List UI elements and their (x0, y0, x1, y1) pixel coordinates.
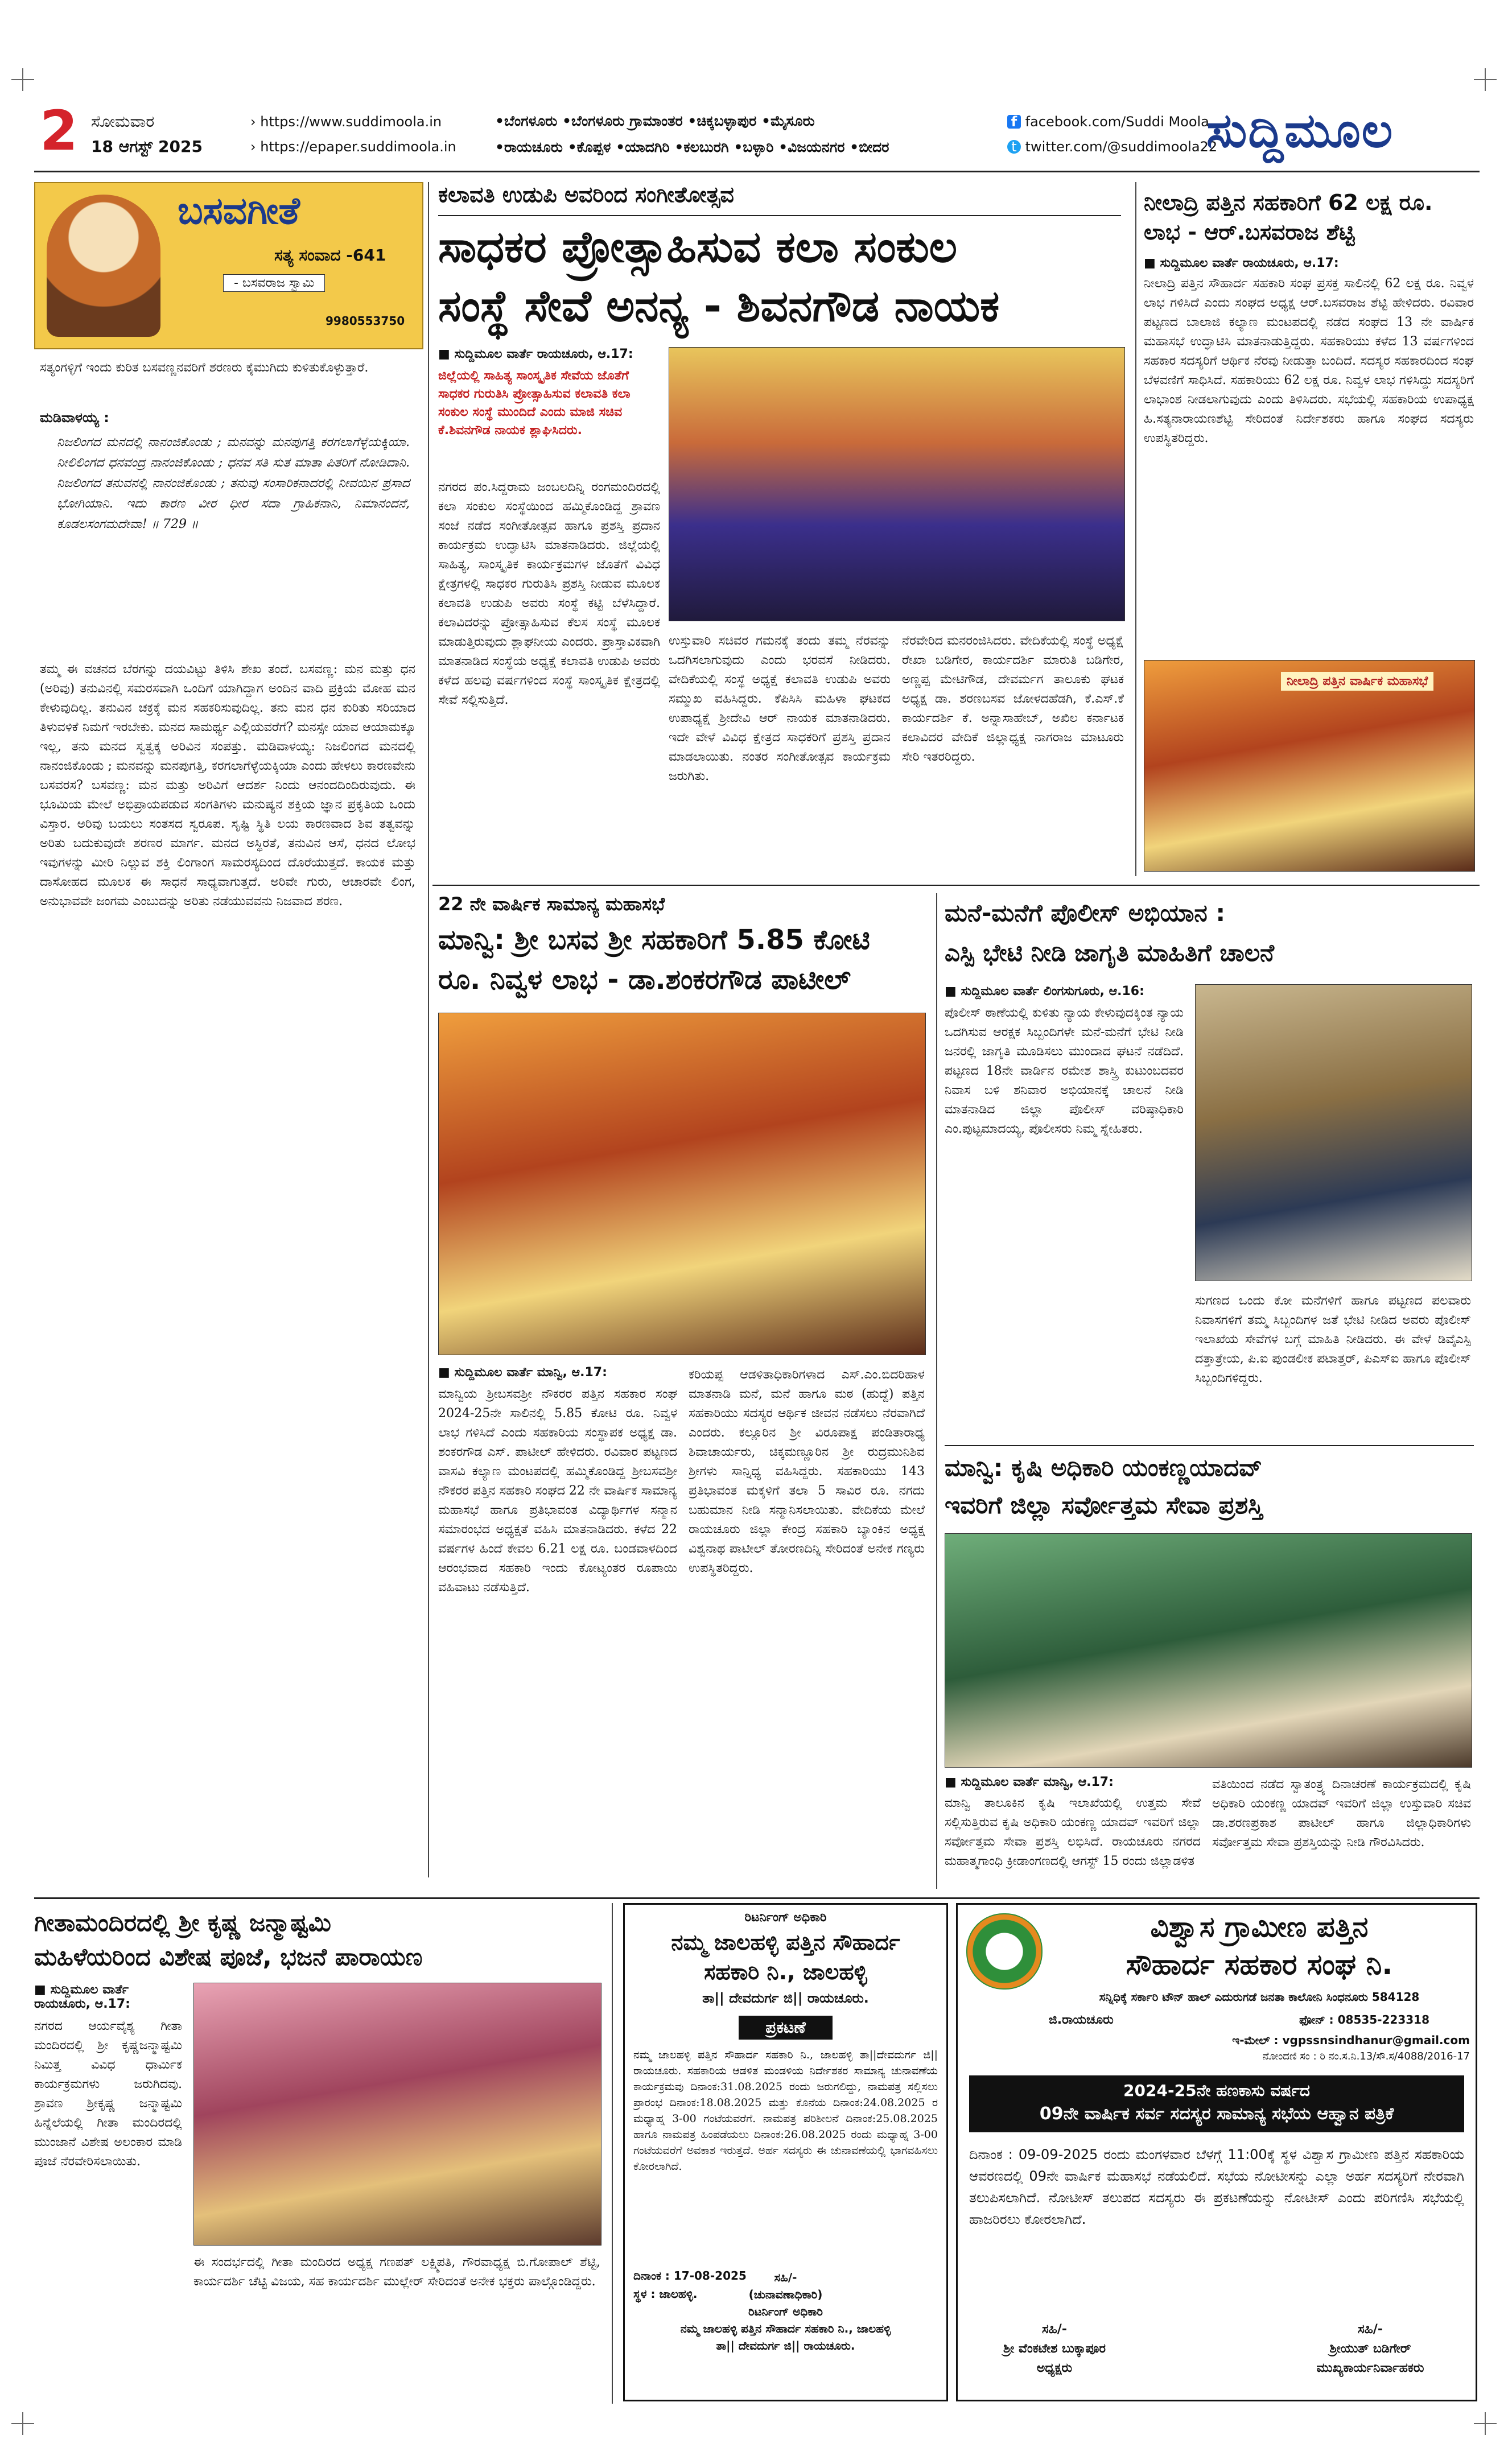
vachana-verse: ನಿಜಲಿಂಗದ ಮನದಲ್ಲಿ ನಾನಂಜಿಕೊಂಡು ; ಮನವನ್ನು ಮನಪುಗತ್ತಿ ಕರಗಲಾಗೆಳ್ಳೆಯಕ್ಕಿಯಾ. ನೀಲಿಲಿಂಗದ ಧನವಂದ್ರ ನಾನಂಜಿಕೊಂಡು ; ಧನವ ಸತಿ ಸುತ ಮಾತಾ ಪಿತರಿಗೆ ನೋಡಿದಾನಿ. ನಿಜಲಿಂಗದ ತನುವನಲ್ಲಿ ನಾನಂಜಿಕೊಂಡು ; ತನುವು ಸಂಸಾರಿಕನಾದರಲ್ಲಿ ನೀವಯಿನ ಪ್ರಸಾದ ಭೋಗಿಯಾನಿ. ಇದು ಕಾರಣ ವೀರ ಧೀರ ಸದಾ ಗ್ರಾಹಿಕನಾನಿ, ನಿಮಾನಂದನೆ, ಕೂಡಲಸಂಗಮದೇವಾ! ॥ 729 ॥ (57, 435, 410, 531)
lead-headline-2: ಸಂಸ್ಥೆ ಸೇವೆ ಅನನ್ಯ - ಶಿವನಗೌಡ ನಾಯಕ (438, 280, 1000, 331)
column-divider (1135, 182, 1136, 876)
page-number: 2 (40, 99, 78, 163)
notice-title-1: ನಮ್ಮ ಜಾಲಹಳ್ಳಿ ಪತ್ತಿನ ಸೌಹಾರ್ದ (671, 1930, 900, 1955)
banner-line-1: 2024-25ನೇ ಹಣಕಾಸು ವರ್ಷದ (1123, 2081, 1310, 2100)
column-divider (428, 182, 429, 1877)
facebook-icon: f (1007, 115, 1021, 129)
society-logo (966, 1913, 1043, 1990)
geeta-headline-1: ಗೀತಾಮಂದಿರದಲ್ಲಿ ಶ್ರೀ ಕೃಷ್ಣ ಜನ್ಮಾಷ್ಟಮಿ (34, 1909, 331, 1937)
notice-place: ತಾ|| ದೇವದುರ್ಗ ಜಿ|| ರಾಯಚೂರು. (702, 1990, 869, 2006)
sign-line: ಶ್ರೀಯುತ್ ಬಡಿಗೇರ್ (1329, 2342, 1411, 2356)
police-body-a: ಪೊಲೀಸ್ ಠಾಣೆಯಲ್ಲಿ ಕುಳಿತು ನ್ಯಾಯ ಕೇಳುವುದಕ್ಕಿಂತ ನ್ಯಾಯ ಒದಗಿಸುವ ಆರಕ್ಷಕ ಸಿಬ್ಬಂದಿಗಳೇ ಮನೆ-ಮನೆಗೆ ಭೇಟಿ ನೀಡಿ ಜನರಲ್ಲಿ ಜಾಗೃತಿ ಮೂಡಿಸಲು ಮುಂದಾದ ಘಟನೆ ನಡೆದಿದೆ. ಪಟ್ಟಣದ 18ನೇ ವಾರ್ಡಿನ ರಮೇಶ ಶಾಸ್ತ್ರಿ ಕುಟುಂಬದವರ ನಿವಾಸ ಬಳಿ ಶನಿವಾರ ಅಭಿಯಾನಕ್ಕೆ ಚಾಲನೆ ನೀಡಿ ಮಾತನಾಡಿದ ಜಿಲ್ಲಾ ಪೊಲೀಸ್ ವರಿಷ್ಠಾಧಿಕಾರಿ ಎಂ.ಪುಟ್ಟಮಾದಯ್ಯ, ಪೊಲೀಸರು ನಿಮ್ಮ ಸ್ನೇಹಿತರು. (945, 1006, 1184, 1136)
sign-line: ಮುಖ್ಯಕಾರ್ಯನಿರ್ವಾಹಕರು (1316, 2361, 1424, 2375)
masthead-divider (34, 171, 1480, 172)
notice-date: ದಿನಾಂಕ : 17-08-2025 (633, 2269, 747, 2283)
notice-top-label: ರಿಟರ್ನಿಂಗ್ ಅಧಿಕಾರಿ (744, 1910, 827, 1925)
lead-byline: ■ ಸುದ್ದಿಮೂಲ ವಾರ್ತೆ ರಾಯಚೂರು, ಆ.17: (438, 347, 633, 361)
sign-line: ರಿಟರ್ನಿಂಗ್ ಅಧಿಕಾರಿ (748, 2305, 823, 2318)
society-district: ಜಿ.ರಾಯಚೂರು (1049, 2013, 1114, 2027)
police-headline-2: ಎಸ್ಪಿ ಭೇಟಿ ನೀಡಿ ಜಾಗೃತಿ ಮಾಹಿತಿಗೆ ಚಾಲನೆ (945, 939, 1275, 967)
meeting-body: ದಿನಾಂಕ : 09-09-2025 ರಂದು ಮಂಗಳವಾರ ಬೆಳಗ್ಗೆ 11:00ಕ್ಕೆ ಸ್ಥಳ ವಿಶ್ವಾಸ ಗ್ರಾಮೀಣ ಪತ್ತಿನ ಸಹಕಾರಿಯ ಆವರಣದಲ್ಲಿ 09ನೇ ವಾರ್ಷಿಕ ಮಹಾಸಭೆ ನಡೆಯಲಿದೆ. ಸಭೆಯ ನೋಟೀಸನ್ನು ಎಲ್ಲಾ ಅರ್ಹ ಸದಸ್ಯರಿಗೆ ನೇರವಾಗಿ ತಲುಪಿಸಲಾಗಿದೆ. ನೋಟೀಸ್ ತಲುಪದ ಸದಸ್ಯರು ಈ ಪ್ರಕಟಣೆಯನ್ನು ನೋಟೀಸ್ ಎಂದು ಪರಿಗಣಿಸಿ ಸಭೆಯಲ್ಲಿ ಹಾಜರಿರಲು ಕೋರಲಾಗಿದೆ. (969, 2147, 1464, 2227)
police-byline: ■ ಸುದ್ದಿಮೂಲ ವಾರ್ತೆ ಲಿಂಗಸುಗೂರು, ಆ.16: (945, 984, 1144, 998)
kicker-rule (438, 215, 1121, 216)
sign-line: ಶ್ರೀ ವೆಂಕಟೇಶ ಬುಕ್ಕಾಪೂರ (1003, 2342, 1106, 2356)
notice-label: ಪ್ರಕಟಣೆ (739, 2016, 833, 2040)
facebook-link[interactable]: facebook.com/Suddi Moola (1025, 114, 1209, 130)
lead-headline-1: ಸಾಧಕರ ಪ್ರೋತ್ಸಾಹಿಸುವ ಕಲಾ ಸಂಕುಲ (438, 221, 958, 272)
shree-kicker: 22 ನೇ ವಾರ್ಷಿಕ ಸಾಮಾನ್ಯ ಮಹಾಸಭೆ (438, 893, 665, 915)
nilandri-story (1144, 182, 1474, 876)
police-body-b: ಸುಗಣದ ಒಂದು ಕೋ ಮನೆಗಳಿಗೆ ಹಾಗೂ ಪಟ್ಟಣದ ಪಲವಾರು ನಿವಾಸಗಳಿಗೆ ತಮ್ಮ ಸಿಬ್ಬಂದಿಗಳ ಜತೆ ಭೇಟಿ ನೀಡಿದ ಅವರು ಪೊಲೀಸ್ ಇಲಾಖೆಯ ಸೇವೆಗಳ ಬಗ್ಗೆ ಮಾಹಿತಿ ನೀಡಿದರು. ಈ ವೇಳೆ ಡಿವೈಎಸ್ಪಿ ದತ್ತಾತ್ರೇಯ, ಪಿ.ಐ ಪುಂಡಲೀಕ ಪಟಾತ್ತರ್, ಪಿಎಸ್‌ಐ ಹಾಗೂ ಪೊಲೀಸ್ ಸಿಬ್ಬಂದಿಗಳಿದ್ದರು. (1195, 1294, 1471, 1385)
website-link[interactable]: https://www.suddimoola.in (260, 114, 442, 130)
president-signature (969, 2320, 1140, 2378)
police-headline-1: ಮನೆ-ಮನೆಗೆ ಪೊಲೀಸ್ ಅಭಿಯಾನ : (945, 899, 1226, 927)
day-label: ಸೋಮವಾರ (91, 112, 155, 131)
twitter-link[interactable]: twitter.com/@suddimoola22 (1025, 139, 1218, 155)
vishwas-society-ad (956, 1903, 1477, 2401)
section-divider (34, 1897, 1480, 1899)
sign-line: (ಚುನಾವಣಾಧಿಕಾರಿ) (748, 2288, 823, 2301)
edition-cities (495, 108, 889, 160)
sign-line: ಸಹಿ/- (1042, 2322, 1067, 2337)
meeting-banner (969, 2075, 1464, 2132)
krishi-headline-1: ಮಾನ್ವಿ: ಕೃಷಿ ಅಧಿಕಾರಿ ಯಂಕಣ್ಣಯಾದವ್ (945, 1454, 1262, 1481)
krishi-body-b: ವತಿಯಿಂದ ನಡೆದ ಸ್ವಾತಂತ್ರ್ಯ ದಿನಾಚರಣೆ ಕಾರ್ಯಕ್ರಮದಲ್ಲಿ ಕೃಷಿ ಅಧಿಕಾರಿ ಯಂಕಣ್ಣ ಯಾದವ್ ಇವರಿಗೆ ಜಿಲ್ಲಾ ಉಸ್ತುವಾರಿ ಸಚಿವ ಡಾ.ಶರಣಪ್ರಕಾಶ ಪಾಟೀಲ್ ಹಾಗೂ ಜಿಲ್ಲಾಧಿಕಾರಿಗಳು ಸರ್ವೋತ್ತಮ ಸೇವಾ ಪ್ರಶಸ್ತಿಯನ್ನು ನೀಡಿ ಗೌರವಿಸಿದರು. (1212, 1777, 1471, 1850)
nilandri-byline: ■ ಸುದ್ದಿಮೂಲ ವಾರ್ತೆ ರಾಯಚೂರು, ಆ.17: (1144, 256, 1339, 270)
society-reg: ನೋಂದಣಿ ಸಂ : ರಿ ನಂ.ಸ.ನಿ.13/ಸೌ.ಸ/4088/2016-17 (1262, 2050, 1470, 2062)
shree-photo (438, 1013, 926, 1355)
geeta-headline-2: ಮಹಿಳೆಯರಿಂದ ವಿಶೇಷ ಪೂಜೆ, ಭಜನೆ ಪಾರಾಯಣ (34, 1943, 423, 1971)
nilandri-photo (1144, 660, 1475, 872)
chevron-right-icon: › (250, 114, 256, 130)
notice-body: ನಮ್ಮ ಜಾಲಹಳ್ಳಿ ಪತ್ತಿನ ಸೌಹಾರ್ದ ಸಹಕಾರಿ ನಿ., ಜಾಲಹಳ್ಳಿ ತಾ||ದೇವದುರ್ಗ ಜಿ||ರಾಯಚೂರು. ಸಹಕಾರಿಯ ಆಡಳಿತ ಮಂಡಳಿಯ ನಿರ್ದೇಶಕರ ಸಾಮಾನ್ಯ ಚುನಾವಣೆಯ ಕಾರ್ಯಕ್ರಮವು ದಿನಾಂಕ:31.08.2025 ರಂದು ಜರುಗಲಿದ್ದು, ನಾಮಪತ್ರ ಸಲ್ಲಿಸಲು ಪ್ರಾರಂಭ ದಿನಾಂಕ:18.08.2025 ಮತ್ತು ಕೊನೆಯ ದಿನಾಂಕ:24.08.2025 ರ ಮಧ್ಯಾಹ್ನ 3-00 ಗಂಟೆಯವರೆಗೆ. ನಾಮಪತ್ರ ಪರಿಶೀಲನೆ ದಿನಾಂಕ:25.08.2025 ಹಾಗೂ ನಾಮಪತ್ರ ಹಿಂಪಡೆಯಲು ದಿನಾಂಕ:26.08.2025 ರಂದು ಮಧ್ಯಾಹ್ನ 3-00 ಗಂಟೆಯವರೆಗೆ ಅವಕಾಶ ಇರುತ್ತದೆ. ಅರ್ಹ ಸದಸ್ಯರು ಈ ಚುನಾವಣೆಯಲ್ಲಿ ಭಾಗವಹಿಸಲು ಕೋರಲಾಗಿದೆ. (633, 2049, 938, 2173)
twitter-icon: t (1007, 140, 1021, 154)
chevron-right-icon: › (250, 139, 256, 155)
photo-banner-text: ನೀಲಾದ್ರಿ ಪತ್ತಿನ ವಾರ್ಷಿಕ ಮಹಾಸಭೆ (1281, 672, 1433, 691)
website-links (250, 109, 456, 159)
epaper-link[interactable]: https://epaper.suddimoola.in (260, 139, 456, 155)
shree-body-a: ಮಾನ್ವಿಯ ಶ್ರೀಬಸವಶ್ರೀ ನೌಕರರ ಪತ್ತಿನ ಸಹಕಾರ ಸಂಘ 2024-25ನೇ ಸಾಲಿನಲ್ಲಿ 5.85 ಕೋಟಿ ರೂ. ನಿವ್ವಳ ಲಾಭ ಗಳಿಸಿದೆ ಎಂದು ಸಹಕಾರಿಯ ಸಂಸ್ಥಾಪಕ ಅಧ್ಯಕ್ಷ ಡಾ. ಶಂಕರಗೌಡ ಎಸ್. ಪಾಟೀಲ್ ಹೇಳಿದರು. ರವಿವಾರ ಪಟ್ಟಣದ ವಾಸವಿ ಕಲ್ಯಾಣ ಮಂಟಪದಲ್ಲಿ ಹಮ್ಮಿಕೊಂಡಿದ್ದ ಶ್ರೀಬಸವಶ್ರೀ ನೌಕರರ ಪತ್ತಿನ ಸಹಕಾರಿ ಸಂಘದ 22 ನೇ ವಾರ್ಷಿಕ ಸಾಮಾನ್ಯ ಮಹಾಸಭೆ ಹಾಗೂ ಪ್ರತಿಭಾವಂತ ವಿದ್ಯಾರ್ಥಿಗಳ ಸನ್ಮಾನ ಸಮಾರಂಭದ ಅಧ್ಯಕ್ಷತೆ ವಹಿಸಿ ಮಾತನಾಡಿದರು. ಕಳೆದ 22 ವರ್ಷಗಳ ಹಿಂದೆ ಕೇವಲ 6.21 ಲಕ್ಷ ರೂ. ಬಂಡವಾಳದಿಂದ ಆರಂಭವಾದ ಸಹಕಾರಿ ಇಂದು ಕೋಟ್ಯಂತರ ರೂಪಾಯಿ ವಹಿವಾಟು ನಡೆಸುತ್ತಿದೆ. (438, 1387, 677, 1595)
lead-body-b: ಉಸ್ತುವಾರಿ ಸಚಿವರ ಗಮನಕ್ಕೆ ತಂದು ತಮ್ಮ ನೆರವನ್ನು ಒದಗಿಸಲಾಗುವುದು ಎಂದು ಭರವಸೆ ನೀಡಿದರು. ವೇದಿಕೆಯಲ್ಲಿ ಸಂಸ್ಥೆ ಅಧ್ಯಕ್ಷೆ ಕಲಾವತಿ ಉಡುಪಿ ಅವರು ಸಮ್ಮುಖ ವಹಿಸಿದ್ದರು. ಕೆಪಿಸಿಸಿ ಮಹಿಳಾ ಘಟಕದ ಉಪಾಧ್ಯಕ್ಷೆ ಶ್ರೀದೇವಿ ಆರ್ ನಾಯಕ ಮಾತನಾಡಿದರು. ಇದೇ ವೇಳೆ ವಿವಿಧ ಕ್ಷೇತ್ರದ ಸಾಧಕರಿಗೆ ಪ್ರಶಸ್ತಿ ಪ್ರದಾನ ಮಾಡಲಾಯಿತು. ನಂತರ ಸಂಗೀತೋತ್ಸವ ಕಾರ್ಯಕ್ರಮ ಜರುಗಿತು. (669, 634, 891, 783)
geeta-body-b: ಈ ಸಂದರ್ಭದಲ್ಲಿ ಗೀತಾ ಮಂದಿರದ ಅಧ್ಯಕ್ಷ ಗಣಪತ್ ಲಕ್ಷ್ಮಿಪತಿ, ಗೌರವಾಧ್ಯಕ್ಷ ಬಿ.ಗೋಪಾಲ್ ಶೆಟ್ಟಿ, ಕಾರ್ಯದರ್ಶಿ ಚೆಟ್ಟಿ ವಿಜಯ, ಸಹ ಕಾರ್ಯದರ್ಶಿ ಮುಲ್ಲೇರ್ ಸೇರಿದಂತೆ ಅನೇಕ ಭಕ್ತರು ಪಾಲ್ಗೊಂಡಿದ್ದರು. (193, 2255, 600, 2289)
social-links (1007, 109, 1217, 159)
shree-headline-2: ರೂ. ನಿವ್ವಳ ಲಾಭ - ಡಾ.ಶಂಕರಗೌಡ ಪಾಟೀಲ್ (438, 964, 851, 996)
section-divider (432, 885, 1480, 886)
registration-mark (1474, 2412, 1497, 2435)
cities-row-2: •ರಾಯಚೂರು •ಕೊಪ್ಪಳ •ಯಾದಗಿರಿ •ಕಲಬುರಗಿ •ಬಳ್ಳಾರಿ •ವಿಜಯನಗರ •ಬೀದರ (495, 139, 889, 155)
krishi-body-a: ಮಾನ್ವಿ ತಾಲೂಕಿನ ಕೃಷಿ ಇಲಾಖೆಯಲ್ಲಿ ಉತ್ತಮ ಸೇವೆ ಸಲ್ಲಿಸುತ್ತಿರುವ ಕೃಷಿ ಅಧಿಕಾರಿ ಯಂಕಣ್ಣ ಯಾದವ್ ಇವರಿಗೆ ಜಿಲ್ಲಾ ಸರ್ವೋತ್ತಮ ಸೇವಾ ಪ್ರಶಸ್ತಿ ಲಭಿಸಿದೆ. ರಾಯಚೂರು ನಗರದ ಮಹಾತ್ಮಗಾಂಧಿ ಕ್ರೀಡಾಂಗಣದಲ್ಲಿ ಆಗಸ್ಟ್ 15 ರಂದು ಜಿಲ್ಲಾಡಳಿತ (945, 1796, 1201, 1868)
lead-body-a: ನಗರದ ಪಂ.ಸಿದ್ದರಾಮ ಜಂಬಲದಿನ್ನಿ ರಂಗಮಂದಿರದಲ್ಲಿ ಕಲಾ ಸಂಕುಲ ಸಂಸ್ಥೆಯಿಂದ ಹಮ್ಮಿಕೊಂಡಿದ್ದ ಶ್ರಾವಣ ಸಂಜೆ ನಡೆದ ಸಂಗೀತೋತ್ಸವ ಹಾಗೂ ಪ್ರಶಸ್ತಿ ಪ್ರದಾನ ಕಾರ್ಯಕ್ರಮ ಉದ್ಘಾಟಿಸಿ ಮಾತನಾಡಿದರು. ಜಿಲ್ಲೆಯಲ್ಲಿ ಸಾಹಿತ್ಯ, ಸಾಂಸ್ಕೃತಿಕ ಕಾರ್ಯಕ್ರಮಗಳ ಜೊತೆಗೆ ವಿವಿಧ ಕ್ಷೇತ್ರಗಳಲ್ಲಿ ಸಾಧಕರ ಗುರುತಿಸಿ ಪ್ರಶಸ್ತಿ ನೀಡುವ ಮೂಲಕ ಕಲಾವತಿ ಉಡುಪಿ ಅವರು ಸಂಸ್ಥೆ ಕಟ್ಟಿ ಬೆಳೆಸಿದ್ದಾರೆ. ಕಲಾವಿದರನ್ನು ಪ್ರೋತ್ಸಾಹಿಸುವ ಕೆಲಸ ಸಂಸ್ಥೆ ಮೂಲಕ ಮಾಡುತ್ತಿರುವುದು ಶ್ಲಾಘನೀಯ ಎಂದರು. ಪ್ರಾಸ್ತಾವಿಕವಾಗಿ ಮಾತನಾಡಿದ ಸಂಸ್ಥೆಯ ಅಧ್ಯಕ್ಷೆ ಕಲಾವತಿ ಉಡುಪಿ ಅವರು ಕಳೆದ ಹಲವು ವರ್ಷಗಳಿಂದ ಸಂಸ್ಥೆ ಸಾಂಸ್ಕೃತಿಕ ಕ್ಷೇತ್ರದಲ್ಲಿ ಸೇವೆ ಸಲ್ಲಿಸುತ್ತಿದೆ. (438, 480, 660, 707)
krishi-photo (945, 1533, 1472, 1768)
section-divider (945, 1445, 1474, 1446)
cities-row-1: •ಬೆಂಗಳೂರು •ಬೆಂಗಳೂರು ಗ್ರಾಮಾಂತರ •ಚಿಕ್ಕಬಳ್ಳಾಪುರ •ಮೈಸೂರು (495, 113, 815, 129)
lead-summary: ಜಿಲ್ಲೆಯಲ್ಲಿ ಸಾಹಿತ್ಯ ಸಾಂಸ್ಕೃತಿಕ ಸೇವೆಯ ಜೊತೆಗೆ ಸಾಧಕರ ಗುರುತಿಸಿ ಪ್ರೋತ್ಸಾಹಿಸುವ ಕಲಾವತಿ ಕಲಾ ಸಂಕುಲ ಸಂಸ್ಥೆ ಮುಂದಿದೆ ಎಂದು ಮಾಜಿ ಸಚಿವ ಕೆ.ಶಿವನಗೌಡ ನಾಯಕ ಶ್ಲಾಘಿಸಿದರು. (438, 369, 631, 438)
krishi-story (945, 1454, 1474, 1892)
column-divider (612, 1903, 613, 2404)
masthead (40, 99, 1480, 171)
krishi-headline-2: ಇವರಿಗೆ ಜಿಲ್ಲಾ ಸರ್ವೋತ್ತಮ ಸೇವಾ ಪ್ರಶಸ್ತಿ (945, 1491, 1263, 1519)
column-subtitle: ಸತ್ಯ ಸಂವಾದ -641 (274, 246, 386, 265)
society-email: ಇ-ಮೇಲ್ : vgpssnsindhanur@gmail.com (1232, 2033, 1470, 2047)
newspaper-logo: ಸುದ್ದಿಮೂಲ (1206, 102, 1394, 158)
shree-basava-story (438, 893, 928, 1889)
police-photo (1195, 984, 1472, 1281)
nilandri-body: ನೀಲಾದ್ರಿ ಪತ್ತಿನ ಸೌಹಾರ್ದ ಸಹಕಾರಿ ಸಂಘ ಪ್ರಸಕ್ತ ಸಾಲಿನಲ್ಲಿ 62 ಲಕ್ಷ ರೂ. ನಿವ್ವಳ ಲಾಭ ಗಳಿಸಿದೆ ಎಂದು ಸಂಘದ ಅಧ್ಯಕ್ಷ ಆರ್.ಬಸವರಾಜ ಶೆಟ್ಟಿ ಹೇಳಿದರು. ರವಿವಾರ ಪಟ್ಟಣದ ಬಾಲಾಜಿ ಕಲ್ಯಾಣ ಮಂಟಪದಲ್ಲಿ ನಡೆದ ಸಂಘದ 13 ನೇ ವಾರ್ಷಿಕ ಮಹಾಸಭೆ ಉದ್ಘಾಟಿಸಿ ಮಾತನಾಡುತ್ತಿದ್ದರು. ಸಹಕಾರಿಯು ಕಳೆದ 13 ವರ್ಷಗಳಿಂದ ಸಹಕಾರ ಸದಸ್ಯರಿಗೆ ಆರ್ಥಿಕ ನೆರವು ನೀಡುತ್ತಾ ಬಂದಿದೆ. ಸದಸ್ಯರ ಸಹಕಾರದಿಂದ ಸಂಘ ಬೆಳವಣಿಗೆ ಸಾಧಿಸಿದೆ. ಸಹಕಾರಿಯು 62 ಲಕ್ಷ ರೂ. ನಿವ್ವಳ ಲಾಭ ಗಳಿಸಿದ್ದು ಸದಸ್ಯರಿಗೆ ಲಾಭಾಂಶ ನೀಡಲಾಗುವುದು ಎಂದು ತಿಳಿಸಿದರು. ಸಭೆಯಲ್ಲಿ ಸಹಕಾರಿಯ ಉಪಾಧ್ಯಕ್ಷ ಹಿ.ಸತ್ಯನಾರಾಯಣಶೆಟ್ಟಿ ಸೇರಿದಂತೆ ನಿರ್ದೇಶಕರು ಹಾಗೂ ಸಂಘದ ಸದಸ್ಯರು ಉಪಸ್ಥಿತರಿದ್ದರು. (1144, 276, 1474, 445)
geeta-body-a: ನಗರದ ಆರ್ಯವೈಶ್ಯ ಗೀತಾ ಮಂದಿರದಲ್ಲಿ ಶ್ರೀ ಕೃಷ್ಣಜನ್ಮಾಷ್ಟಮಿ ನಿಮಿತ್ತ ವಿವಿಧ ಧಾರ್ಮಿಕ ಕಾರ್ಯಕ್ರಮಗಳು ಜರುಗಿದವು. ಶ್ರಾವಣ ಶ್ರೀಕೃಷ್ಣ ಜನ್ಮಾಷ್ಟಮಿ ಹಿನ್ನೆಲೆಯಲ್ಲಿ ಗೀತಾ ಮಂದಿರದಲ್ಲಿ ಮುಂಜಾನೆ ವಿಶೇಷ ಅಲಂಕಾರ ಮಾಡಿ ಪೂಜೆ ನೆರವೇರಿಸಲಾಯಿತು. (34, 2019, 182, 2169)
sign-line: ಅಧ್ಯಕ್ಷರು (1036, 2361, 1073, 2375)
society-title-2: ಸೌಹಾರ್ದ ಸಹಕಾರ ಸಂಘ ನಿ. (1126, 1948, 1393, 1981)
lead-photo (669, 347, 1125, 621)
shree-body-b: ಕರಿಯಪ್ಪ ಆಡಳಿತಾಧಿಕಾರಿಗಳಾದ ಎಸ್.ಎಂ.ಬಿದರಿಹಾಳ ಮಾತನಾಡಿ ಮನೆ, ಮನೆ ಹಾಗೂ ಮಠ (ಹುದ್ದೆ) ಪತ್ತಿನ ಸಹಕಾರಿಯು ಸದಸ್ಯರ ಆರ್ಥಿಕ ಜೀವನ ನಡೆಸಲು ನೆರವಾಗಿದೆ ಎಂದರು. ಕಲ್ಲೂರಿನ ಶ್ರೀ ವಿರೂಪಾಕ್ಷ ಪಂಡಿತಾರಾಧ್ಯ ಶಿವಾಚಾರ್ಯರು, ಚಿಕ್ಕಮಣ್ಣೂರಿನ ಶ್ರೀ ರುದ್ರಮುನಿಶಿವ ಶ್ರೀಗಳು ಸಾನ್ನಿಧ್ಯ ವಹಿಸಿದ್ದರು. ಸಹಕಾರಿಯು 143 ಪ್ರತಿಭಾವಂತ ಮಕ್ಕಳಿಗೆ ತಲಾ 5 ಸಾವಿರ ರೂ. ನಗದು ಬಹುಮಾನ ನೀಡಿ ಸನ್ಮಾನಿಸಲಾಯಿತು. ವೇದಿಕೆಯ ಮೇಲೆ ರಾಯಚೂರು ಜಿಲ್ಲಾ ಕೇಂದ್ರ ಸಹಕಾರಿ ಬ್ಯಾಂಕಿನ ಅಧ್ಯಕ್ಷ ವಿಶ್ವನಾಥ ಪಾಟೀಲ್ ತೋರಣದಿನ್ನಿ ಸೇರಿದಂತೆ ಅನೇಕ ಗಣ್ಯರು ಉಪಸ್ಥಿತರಿದ್ದರು. (689, 1368, 925, 1575)
basavageete-intro: ಸತ್ಯಂಗಳ್ಳಿಗೆ ಇಂದು ಕುರಿತ ಬಸವಣ್ಣನವರಿಗೆ ಶರಣರು ಕೈಮುಗಿದು ಕುಳಿತುಕೊಳ್ಳುತ್ತಾರೆ. (40, 361, 369, 375)
krishi-byline: ■ ಸುದ್ದಿಮೂಲ ವಾರ್ತೆ ಮಾನ್ವಿ, ಆ.17: (945, 1775, 1114, 1789)
notice-title-2: ಸಹಕಾರಿ ನಿ., ಜಾಲಹಳ್ಳಿ (704, 1959, 867, 1984)
shree-headline-1: ಮಾನ್ವಿ: ಶ್ರೀ ಬಸವ ಶ್ರೀ ಸಹಕಾರಿಗೆ 5.85 ಕೋಟಿ (438, 924, 870, 956)
date-label: 18 ಆಗಸ್ಟ್ 2025 (91, 137, 203, 156)
sign-line: ತಾ|| ದೇವದುರ್ಗ ಜಿ|| ರಾಯಚೂರು. (716, 2339, 855, 2352)
society-address: ಸನ್ನಿಧಿಕ್ಕೆ ಸರ್ಕಾರಿ ಟೌನ್ ಹಾಲ್ ಎದುರುಗಡೆ ಜನತಾ ಕಾಲೋನಿ ಸಿಂಧನೂರು 584128 (1099, 1990, 1420, 2004)
election-notice-ad (623, 1903, 948, 2401)
banner-line-2: 09ನೇ ವಾರ್ಷಿಕ ಸರ್ವ ಸದಸ್ಯರ ಸಾಮಾನ್ಯ ಸಭೆಯ ಆಹ್ವಾನ ಪತ್ರಿಕೆ (1039, 2104, 1394, 2124)
column-divider (936, 893, 937, 1889)
nilandri-headline-1: ನೀಲಾದ್ರಿ ಪತ್ತಿನ ಸಹಕಾರಿಗೆ 62 ಲಕ್ಷ ರೂ. (1144, 190, 1433, 215)
geeta-byline: ■ ಸುದ್ದಿಮೂಲ ವಾರ್ತೆ ರಾಯಚೂರು, ಆ.17: (34, 1983, 130, 2011)
lead-body-c: ನೆರವೇರಿದ ಮನರಂಜಿಸಿದರು. ವೇದಿಕೆಯಲ್ಲಿ ಸಂಸ್ಥೆ ಅಧ್ಯಕ್ಷೆ ರೇಖಾ ಬಡಿಗೇರ, ಕಾರ್ಯದರ್ಶಿ ಮಾರುತಿ ಬಡಿಗೇರ, ಅಣ್ಣಪ್ಪ ಮೇಟಿಗೌಡ, ದೇವರ್ಮಗ ತಾಲೂಕು ಘಟಕ ಅಧ್ಯಕ್ಷ ಡಾ. ಶರಣಬಸವ ಜೋಳದಹೆಡಗಿ, ಕೆ.ಎಸ್.ಕೆ ಕಾರ್ಯದರ್ಶಿ ಕೆ. ಅನ್ನಾಸಾಹೇಬ್, ಅಖಿಲ ಕರ್ನಾಟಕ ಕಲಾವಿದರ ವೇದಿಕೆ ಜಿಲ್ಲಾಧ್ಯಕ್ಷ ನಾಗರಾಜ ಮಾಟೂರು ಸೇರಿ ಇತರರಿದ್ದರು. (902, 634, 1124, 764)
registration-mark (11, 68, 34, 91)
basavageete-body: ತಮ್ಮ ಈ ವಚನದ ಬೆರಗನ್ನು ದಯವಿಟ್ಟು ತಿಳಿಸಿ ಶೇಖ ತಂದೆ. ಬಸವಣ್ಣ: ಮನ ಮತ್ತು ಧನ (ಅರಿವು) ತನುವಿನಲ್ಲಿ ಸಮರಸವಾಗಿ ಒಂದಿಗೆ ಯಾಗಿದ್ದಾಗ ಅಂದಿನ ವಾದಿ ಪ್ರಕ್ರಿಯೆ ಮೋಹ ಮನ ಕೇಳುವುದಿಲ್ಲ. ತನುವಿನ ಚಕ್ರಕ್ಕೆ ಮನ ಸಹಕರಿಸುವುದಿಲ್ಲ. ತನು ಮನ ಧನ ಕುರಿತು ಸರಿಯಾದ ತಿಳುವಳಿಕೆ ನಿಮಗೆ ಇರಬೇಕು. ಮನದ ಸಾಮರ್ಥ್ಯ ಎಲ್ಲಿಯವರೆಗೆ? ಮನಸ್ಸೇ ಯಾವ ಆಯಾಮಕ್ಕೂ ಇಲ್ಲ, ತನು ಮನದ ಸ್ವತ್ವಕ್ಕ ಅರಿವಿನ ಸಂಪತ್ತು. ಮಡಿವಾಳಯ್ಯ: ನಿಜಲಿಂಗದ ಮನದಲ್ಲಿ ನಾನಂಜಿಕೊಂಡು ; ಮನವನ್ನು ಮನಪುಗತ್ತಿ, ಕರಗಲಾಗೆಳ್ಳೆಯಕ್ಕಿಯಾ ಎಂದು ಹೇಳಲು ಕಾರಣವೇನು ಬಸವರಸ? ಬಸವಣ್ಣ: ಮನ ಮತ್ತು ಅರಿವಿಗೆ ಆದರ್ಶ ನಿಂದು ಆನಂದದಿಂದಿರುವುದು. ಈ ಭೂಮಿಯ ಮೇಲೆ ಅಭಿಪ್ರಾಯಪಡುವ ಸಂಗತಿಗಳು ಮನುಷ್ಯನ ಶಕ್ತಿಯ ಜ್ಞಾನ ಪ್ರಕೃತಿಯ ಒಂದು ವಿಸ್ತಾರ. ಅರಿವು ಬಯಲು ಸಂತಸದ ಸ್ವರೂಪ. ಸೃಷ್ಟಿ ಸ್ಥಿತಿ ಲಯ ಕಾರಣವಾದ ಶಿವ ತತ್ವವನ್ನು ಅರಿತು ಬದುಕುವುದೇ ಶರಣರ ಮಾರ್ಗ. ಮನದ ಅಸ್ಥಿರತೆ, ತನುವಿನ ಆಸೆ, ಧನದ ಲೋಭ ಇವುಗಳನ್ನು ಮೀರಿ ನಿಲ್ಲುವ ಶಕ್ತಿ ಲಿಂಗಾಂಗ ಸಾಮರಸ್ಯದಿಂದ ದೊರೆಯುತ್ತದೆ. ಕಾಯಕ ಮತ್ತು ದಾಸೋಹದ ಮೂಲಕ ಈ ಸಾಧನೆ ಸಾಧ್ಯವಾಗುತ್ತದೆ. ಅರಿವೇ ಗುರು, ಆಚಾರವೇ ಲಿಂಗ, ಅನುಭಾವವೇ ಜಂಗಮ ಎಂಬುದನ್ನು ಅರಿತು ನಡೆಯುವವನು ನಿಜವಾದ ಶರಣ. (40, 662, 415, 909)
sign-line: ಸಹಿ/- (774, 2271, 797, 2284)
registration-mark (1474, 68, 1497, 91)
basavageete-banner (34, 182, 423, 349)
column-author: - ಬಸವರಾಜ ಸ್ವಾಮಿ (223, 274, 325, 292)
sign-line: ನಮ್ಮ ಜಾಲಹಳ್ಳಿ ಪತ್ತಿನ ಸೌಹಾರ್ದ ಸಹಕಾರಿ ನಿ., ಜಾಲಹಳ್ಳಿ (680, 2322, 891, 2335)
shree-byline: ■ ಸುದ್ದಿಮೂಲ ವಾರ್ತೆ ಮಾನ್ವಿ, ಆ.17: (438, 1365, 607, 1380)
ceo-signature (1276, 2320, 1464, 2378)
nilandri-headline-2: ಲಾಭ - ಆರ್.ಬಸವರಾಜ ಶೆಟ್ಟಿ (1144, 220, 1355, 245)
geeta-story (34, 1903, 603, 2404)
lead-story (438, 182, 1127, 876)
basavageete-column (34, 182, 421, 1889)
society-phone: ಫೋನ್ : 08535-223318 (1299, 2013, 1430, 2026)
police-story (945, 893, 1474, 1439)
notice-signature (625, 2269, 946, 2354)
speaker-label: ಮಡಿವಾಳಯ್ಯ : (40, 410, 109, 426)
basavanna-portrait (47, 195, 160, 337)
geeta-photo (193, 1983, 601, 2246)
column-title: ಬಸವಗೀತೆ (178, 189, 300, 233)
lead-kicker: ಕಲಾವತಿ ಉಡುಪಿ ಅವರಿಂದ ಸಂಗೀತೋತ್ಸವ (438, 182, 734, 207)
sign-line: ಸಹಿ/- (1358, 2322, 1383, 2337)
author-phone: 9980553750 (326, 314, 405, 328)
registration-mark (11, 2412, 34, 2435)
notice-place-2: ಸ್ಥಳ : ಜಾಲಹಳ್ಳಿ. (633, 2287, 698, 2301)
society-title-1: ವಿಶ್ವಾಸ ಗ್ರಾಮೀಣ ಪತ್ತಿನ (1150, 1910, 1369, 1943)
issue-date (91, 109, 203, 159)
